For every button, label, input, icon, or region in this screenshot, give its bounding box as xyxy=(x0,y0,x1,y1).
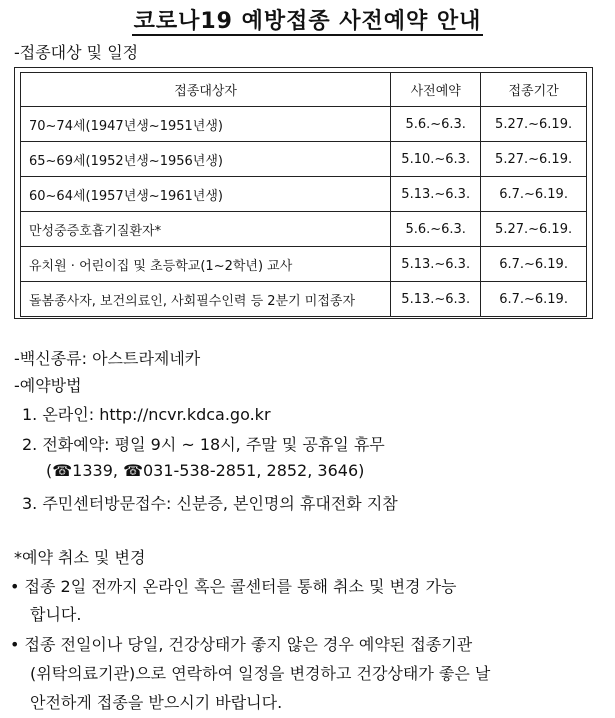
table-row xyxy=(21,107,587,142)
cell-reservation: 5.10.~6.3. xyxy=(391,142,481,177)
cell-reservation: 5.13.~6.3. xyxy=(391,177,481,212)
cell-target: 70~74세(1947년생~1951년생) xyxy=(21,107,391,142)
cancel-section-label: *예약 취소 및 변경 xyxy=(14,548,146,567)
cancel-note-1-cont: 합니다. xyxy=(30,605,82,624)
header-reservation: 사전예약 xyxy=(391,73,481,107)
header-period: 접종기간 xyxy=(481,73,587,107)
vaccine-type: -백신종류: 아스트라제네카 xyxy=(14,349,201,368)
table-row xyxy=(21,142,587,177)
schedule-table xyxy=(20,72,587,317)
cell-target: 돌봄종사자, 보건의료인, 사회필수인력 등 2분기 미접종자 xyxy=(21,282,391,317)
cell-period: 5.27.~6.19. xyxy=(481,107,587,142)
cell-reservation: 5.13.~6.3. xyxy=(391,282,481,317)
table-row xyxy=(21,177,587,212)
cell-period: 5.27.~6.19. xyxy=(481,142,587,177)
cell-reservation: 5.6.~6.3. xyxy=(391,212,481,247)
table-row xyxy=(21,247,587,282)
method-online: 1. 온라인: http://ncvr.kdca.go.kr xyxy=(22,405,271,424)
cell-target: 65~69세(1952년생~1956년생) xyxy=(21,142,391,177)
table-row xyxy=(21,282,587,317)
schedule-table-frame xyxy=(14,67,593,319)
cancel-note-2-end: 안전하게 접종을 받으시기 바랍니다. xyxy=(30,693,283,712)
page-title: 코로나19 예방접종 사전예약 안내 xyxy=(133,9,482,34)
cancel-note-2-cont: (위탁의료기관)으로 연락하여 일정을 변경하고 건강상태가 좋은 날 xyxy=(30,664,491,683)
cell-reservation: 5.13.~6.3. xyxy=(391,247,481,282)
schedule-section-label: -접종대상 및 일정 xyxy=(14,43,139,62)
header-target: 접종대상자 xyxy=(21,73,391,107)
cancel-note-1: • 접종 2일 전까지 온라인 혹은 콜센터를 통해 취소 및 변경 가능 xyxy=(10,577,457,596)
table-row xyxy=(21,212,587,247)
cancel-note-2: • 접종 전일이나 당일, 건강상태가 좋지 않은 경우 예약된 접종기관 xyxy=(10,635,473,654)
phone-numbers: (☎1339, ☎031-538-2851, 2852, 3646) xyxy=(46,461,365,480)
method-phone: 2. 전화예약: 평일 9시 ~ 18시, 주말 및 공휴일 휴무 xyxy=(22,435,385,454)
cell-period: 5.27.~6.19. xyxy=(481,212,587,247)
reservation-method-label: -예약방법 xyxy=(14,376,82,395)
cell-target: 60~64세(1957년생~1961년생) xyxy=(21,177,391,212)
method-center: 3. 주민센터방문접수: 신분증, 본인명의 휴대전화 지참 xyxy=(22,494,398,513)
cell-period: 6.7.~6.19. xyxy=(481,247,587,282)
table-header-row xyxy=(21,73,587,107)
cell-reservation: 5.6.~6.3. xyxy=(391,107,481,142)
cell-target: 유치원 · 어린이집 및 초등학교(1~2학년) 교사 xyxy=(21,247,391,282)
cell-period: 6.7.~6.19. xyxy=(481,177,587,212)
cell-period: 6.7.~6.19. xyxy=(481,282,587,317)
cell-target: 만성중증호흡기질환자* xyxy=(21,212,391,247)
